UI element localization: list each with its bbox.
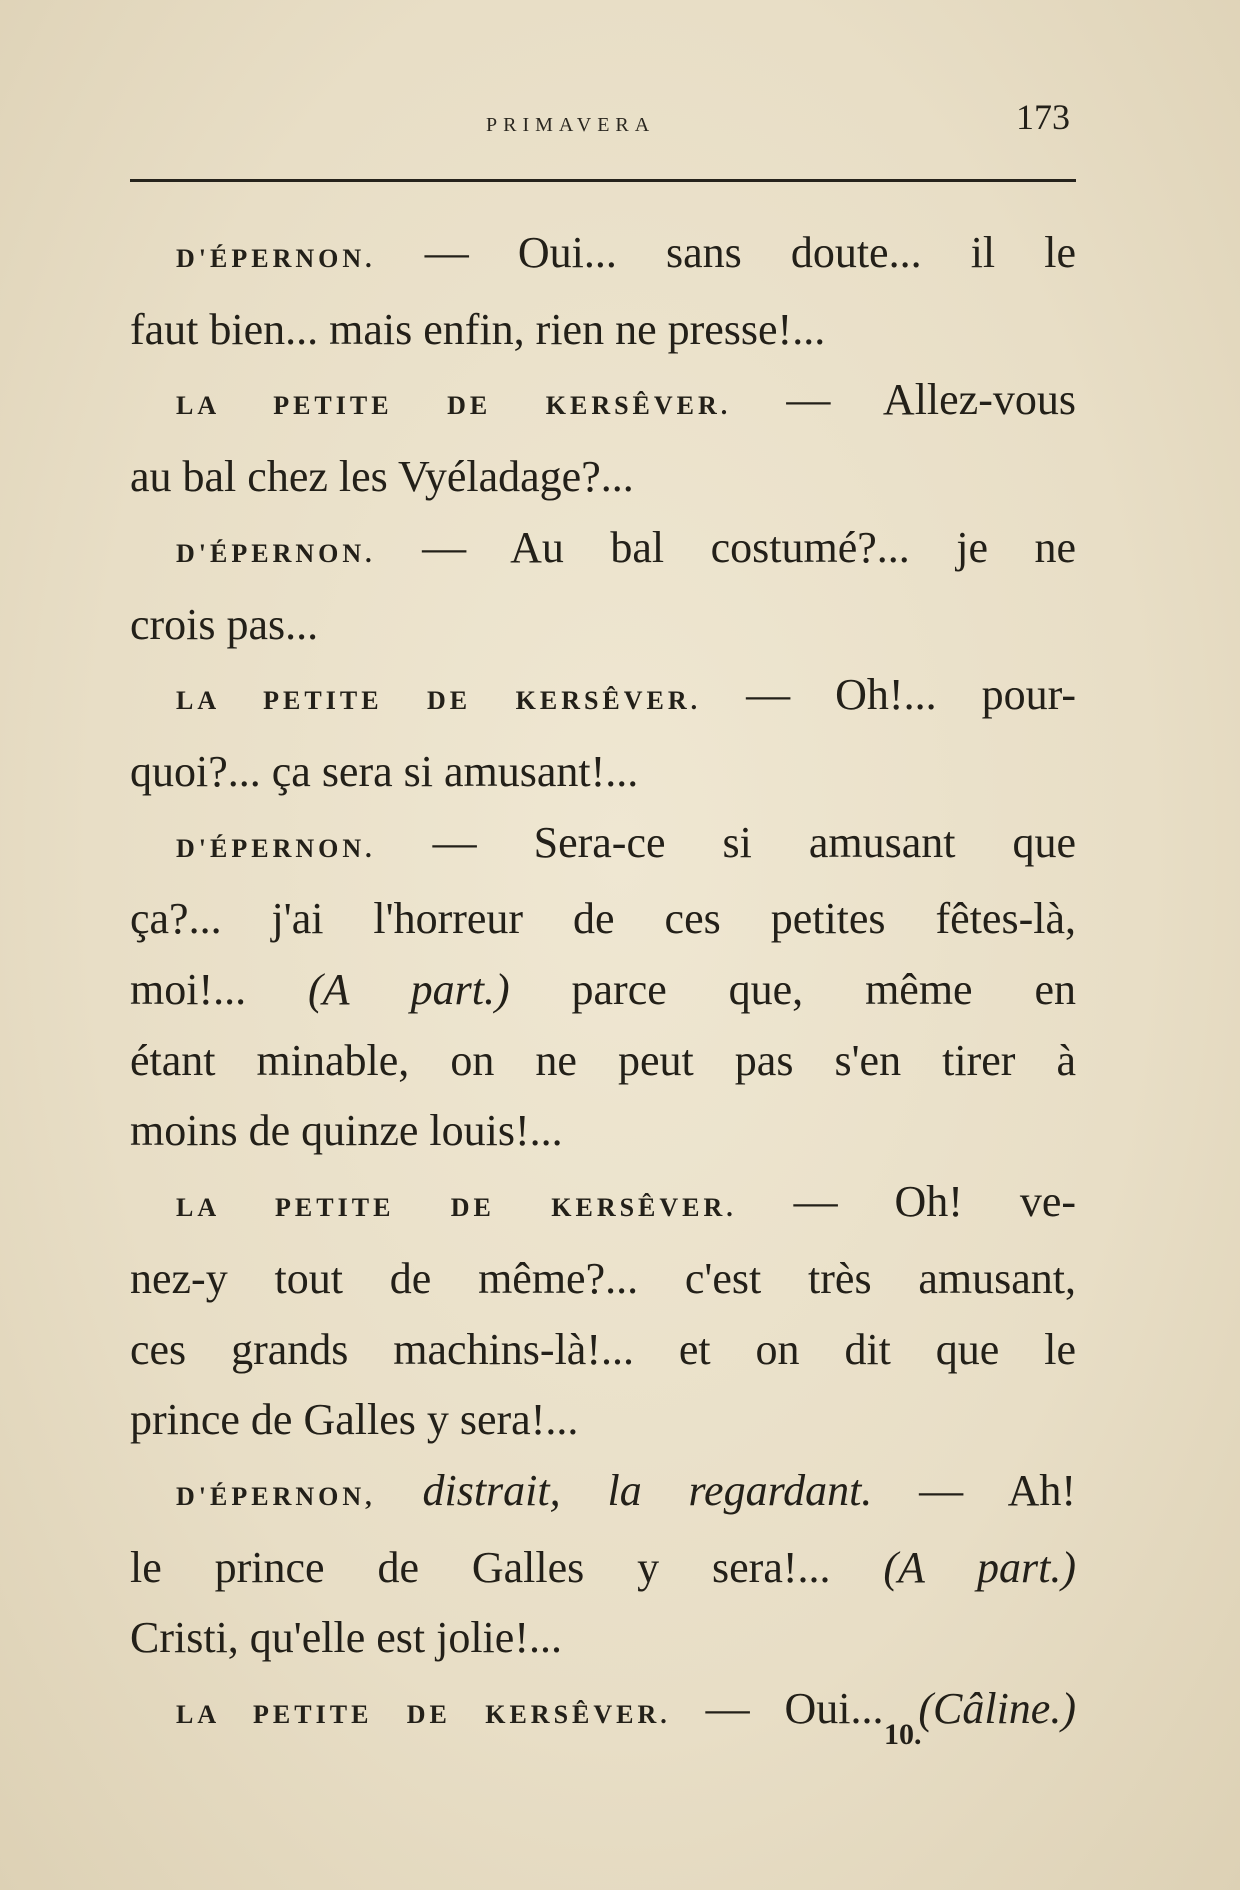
header-rule [130,179,1076,182]
speaker-name: D'ÉPERNON. [176,833,376,863]
running-head: PRIMAVERA [486,114,656,136]
speech: — Oh! ve- [793,1177,1077,1227]
dialogue-line [130,1456,1076,1533]
speaker-name: D'ÉPERNON. [176,244,376,273]
speech: — Oh!... pour- [746,670,1076,720]
signature-mark: 10. [884,1718,922,1751]
dialogue-line: prince de Galles y sera!... [130,1395,579,1445]
speech: le prince de Galles y sera!... [130,1542,831,1592]
dialogue-line: faut bien... mais enfin, rien ne presse!... [130,304,826,354]
dialogue-line: étant minable, on ne peut pas s'en tirer à [130,1035,1076,1085]
dialogue-line [130,1533,1076,1604]
dialogue-line [130,660,1076,737]
speech: — Oui... [705,1684,884,1734]
speaker-name: LA PETITE DE KERSÊVER. [176,1193,737,1223]
speech: — Allez-vous [786,375,1076,425]
dialogue-line: crois pas... [130,599,319,649]
speech: — Sera-ce si amusant que [432,817,1077,867]
speech: — Au bal costumé?... je ne [422,522,1077,572]
speech: — Oui... sans doute... il le [424,228,1077,277]
speaker-name: D'ÉPERNON. [176,538,376,568]
dialogue-line: au bal chez les Vyéladage?... [130,452,634,502]
speech: moi!... [130,965,247,1015]
dialogue-line [130,955,1076,1026]
speaker-name: LA PETITE DE KERSÊVER. [176,1700,671,1730]
stage-direction: distrait, la regardant. [422,1465,873,1515]
dialogue-line: ces grands machins-là!... et on dit que le [130,1324,1076,1374]
dialogue-line [130,808,1076,885]
stage-direction: (A part.) [308,965,510,1015]
dialogue-line: Cristi, qu'elle est jolie!... [130,1613,562,1663]
dialogue-line [130,218,1076,295]
stage-direction: (A part.) [883,1542,1077,1592]
speech: parce que, même en [571,965,1076,1015]
dialogue-line [130,513,1076,590]
dialogue-line [130,365,1076,442]
dialogue-line: nez-y tout de même?... c'est très amusant, [130,1253,1076,1303]
dialogue-line: ça?... j'ai l'horreur de ces petites fêtes-là, [130,894,1076,944]
stage-direction: (Câline.) [918,1684,1076,1734]
dialogue-line: quoi?... ça sera si amusant!... [130,746,639,796]
speaker-name: D'ÉPERNON, [176,1481,376,1511]
dialogue-line [130,1674,1076,1751]
speech: — Ah! [919,1465,1077,1515]
page-number: 173 [1016,97,1070,137]
dialogue-line [130,1167,1076,1244]
dialogue-line: moins de quinze louis!... [130,1106,563,1156]
speaker-name: LA PETITE DE KERSÊVER. [176,391,732,421]
speaker-name: LA PETITE DE KERSÊVER. [176,686,702,716]
dialogue-text [130,218,1076,1751]
